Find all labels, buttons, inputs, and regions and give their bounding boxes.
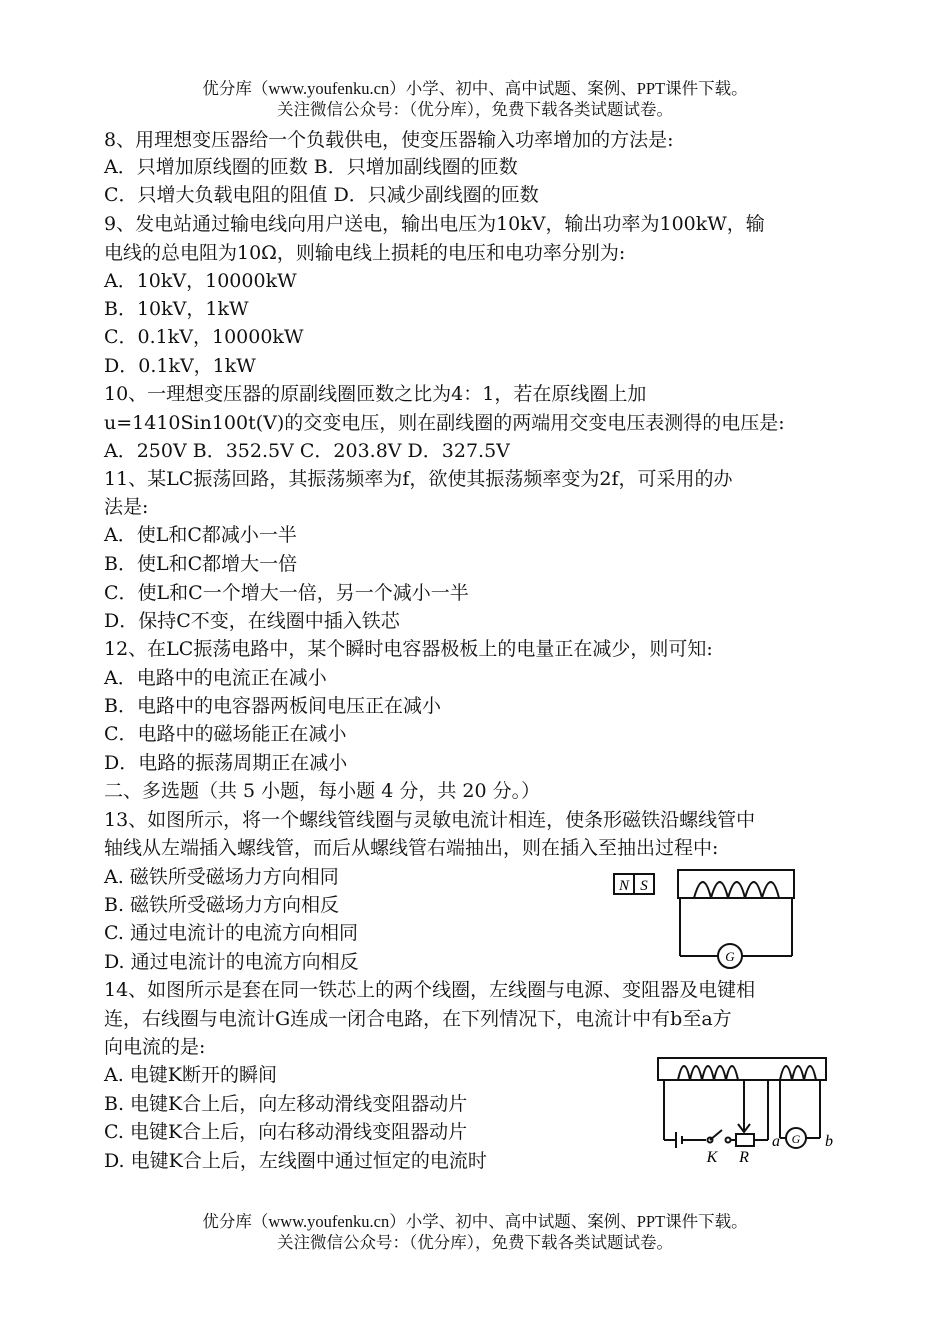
q9-option-d: D．0.1kV，1kW [104,355,256,377]
q14-option-c: C. 电键K合上后，向右移动滑线变阻器动片 [104,1121,468,1143]
q11-option-c: C．使L和C一个增大一倍，另一个减小一半 [104,582,469,604]
q9-option-a: A．10kV，10000kW [104,270,297,292]
q9-stem-2: 电线的总电阻为10Ω，则输电线上损耗的电压和电功率分别为: [104,242,626,264]
q11-option-b: B．使L和C都增大一倍 [104,553,298,575]
galvanometer-label: G [791,1132,801,1146]
terminal-a-label: a [772,1133,780,1150]
q13-stem-1: 13、如图所示，将一个螺线管线圈与灵敏电流计相连，使条形磁铁沿螺线管中 [104,809,756,831]
q9-option-b: B．10kV，1kW [104,298,249,320]
q12-option-d: D．电路的振荡周期正在减小 [104,752,348,774]
q14-stem-1: 14、如图所示是套在同一铁芯上的两个线圈，左线圈与电源、变阻器及电键相 [104,979,756,1001]
q13-figure [608,864,803,974]
q11-option-d: D．保持C不变，在线圈中插入铁芯 [104,610,400,632]
galvanometer-label: G [725,949,735,964]
rheostat-symbol [736,1134,754,1146]
q11-option-a: A．使L和C都减小一半 [104,524,297,546]
left-coil [678,1066,738,1080]
q10-stem-1: 10、一理想变压器的原副线圈匝数之比为4：1，若在原线圈上加 [104,383,647,405]
q9-stem-1: 9、发电站通过输电线向用户送电，输出电压为10kV，输出功率为100kW，输 [104,213,765,235]
q13-option-a: A. 磁铁所受磁场力方向相同 [104,866,339,888]
magnet-s-label: S [640,878,648,894]
q14-stem-2: 连，右线圈与电流计G连成一闭合电路，在下列情况下，电流计中有b至a方 [104,1008,732,1030]
q14-option-a: A. 电键K断开的瞬间 [104,1064,277,1086]
q14-figure [652,1048,847,1170]
q13-option-d: D. 通过电流计的电流方向相反 [104,951,359,973]
right-coil [780,1066,816,1080]
page-header [0,78,950,120]
key-switch [710,1130,722,1140]
q12-option-b: B．电路中的电容器两板间电压正在减小 [104,695,441,717]
section-2-heading: 二、多选题（共 5 小题，每小题 4 分，共 20 分。） [104,780,541,802]
q10-stem-2: u=1410Sin100t(V)的交变电压，则在副线圈的两端用交变电压表测得的电压是: [104,412,785,434]
q10-options: A．250V B．352.5V C．203.8V D．327.5V [104,440,510,462]
header-line-2: 关注微信公众号：（优分库），免费下载各类试题试卷。 [277,100,673,119]
q9-option-c: C．0.1kV，10000kW [104,326,304,348]
q8-options-ab: A．只增加原线圈的匝数 B．只增加副线圈的匝数 [104,156,518,178]
q11-stem-1: 11、某LC振荡回路，其振荡频率为f，欲使其振荡频率变为2f，可采用的办 [104,468,733,490]
q14-stem-3: 向电流的是: [104,1036,206,1058]
q14-option-d: D. 电键K合上后，左线圈中通过恒定的电流时 [104,1150,487,1172]
q8-stem: 8、用理想变压器给一个负载供电，使变压器输入功率增加的方法是: [104,129,674,151]
key-label: K [706,1149,718,1166]
footer-line-2: 关注微信公众号：（优分库），免费下载各类试题试卷。 [277,1233,673,1252]
q12-option-c: C．电路中的磁场能正在减小 [104,723,347,745]
q14-option-b: B. 电键K合上后，向左移动滑线变阻器动片 [104,1093,468,1115]
page-footer [0,1211,950,1253]
magnet-n-label: N [618,878,630,894]
q11-stem-2: 法是: [104,496,149,518]
footer-line-1: 优分库（www.youfenku.cn）小学、初中、高中试题、案例、PPT课件下载。 [202,1212,748,1231]
terminal-b-label: b [825,1133,833,1150]
solenoid-coil [694,882,779,898]
q13-option-c: C. 通过电流计的电流方向相同 [104,922,358,944]
q13-stem-2: 轴线从左端插入螺线管，而后从螺线管右端抽出，则在插入至抽出过程中: [104,837,719,859]
q12-stem: 12、在LC振荡电路中，某个瞬时电容器极板上的电量正在减少，则可知: [104,638,713,660]
header-line-1: 优分库（www.youfenku.cn）小学、初中、高中试题、案例、PPT课件下载。 [202,79,748,98]
q12-option-a: A．电路中的电流正在减小 [104,667,327,689]
q8-options-cd: C．只增大负载电阻的阻值 D．只减少副线圈的匝数 [104,184,539,206]
q13-option-b: B. 磁铁所受磁场力方向相反 [104,894,340,916]
rheostat-label: R [739,1149,749,1166]
